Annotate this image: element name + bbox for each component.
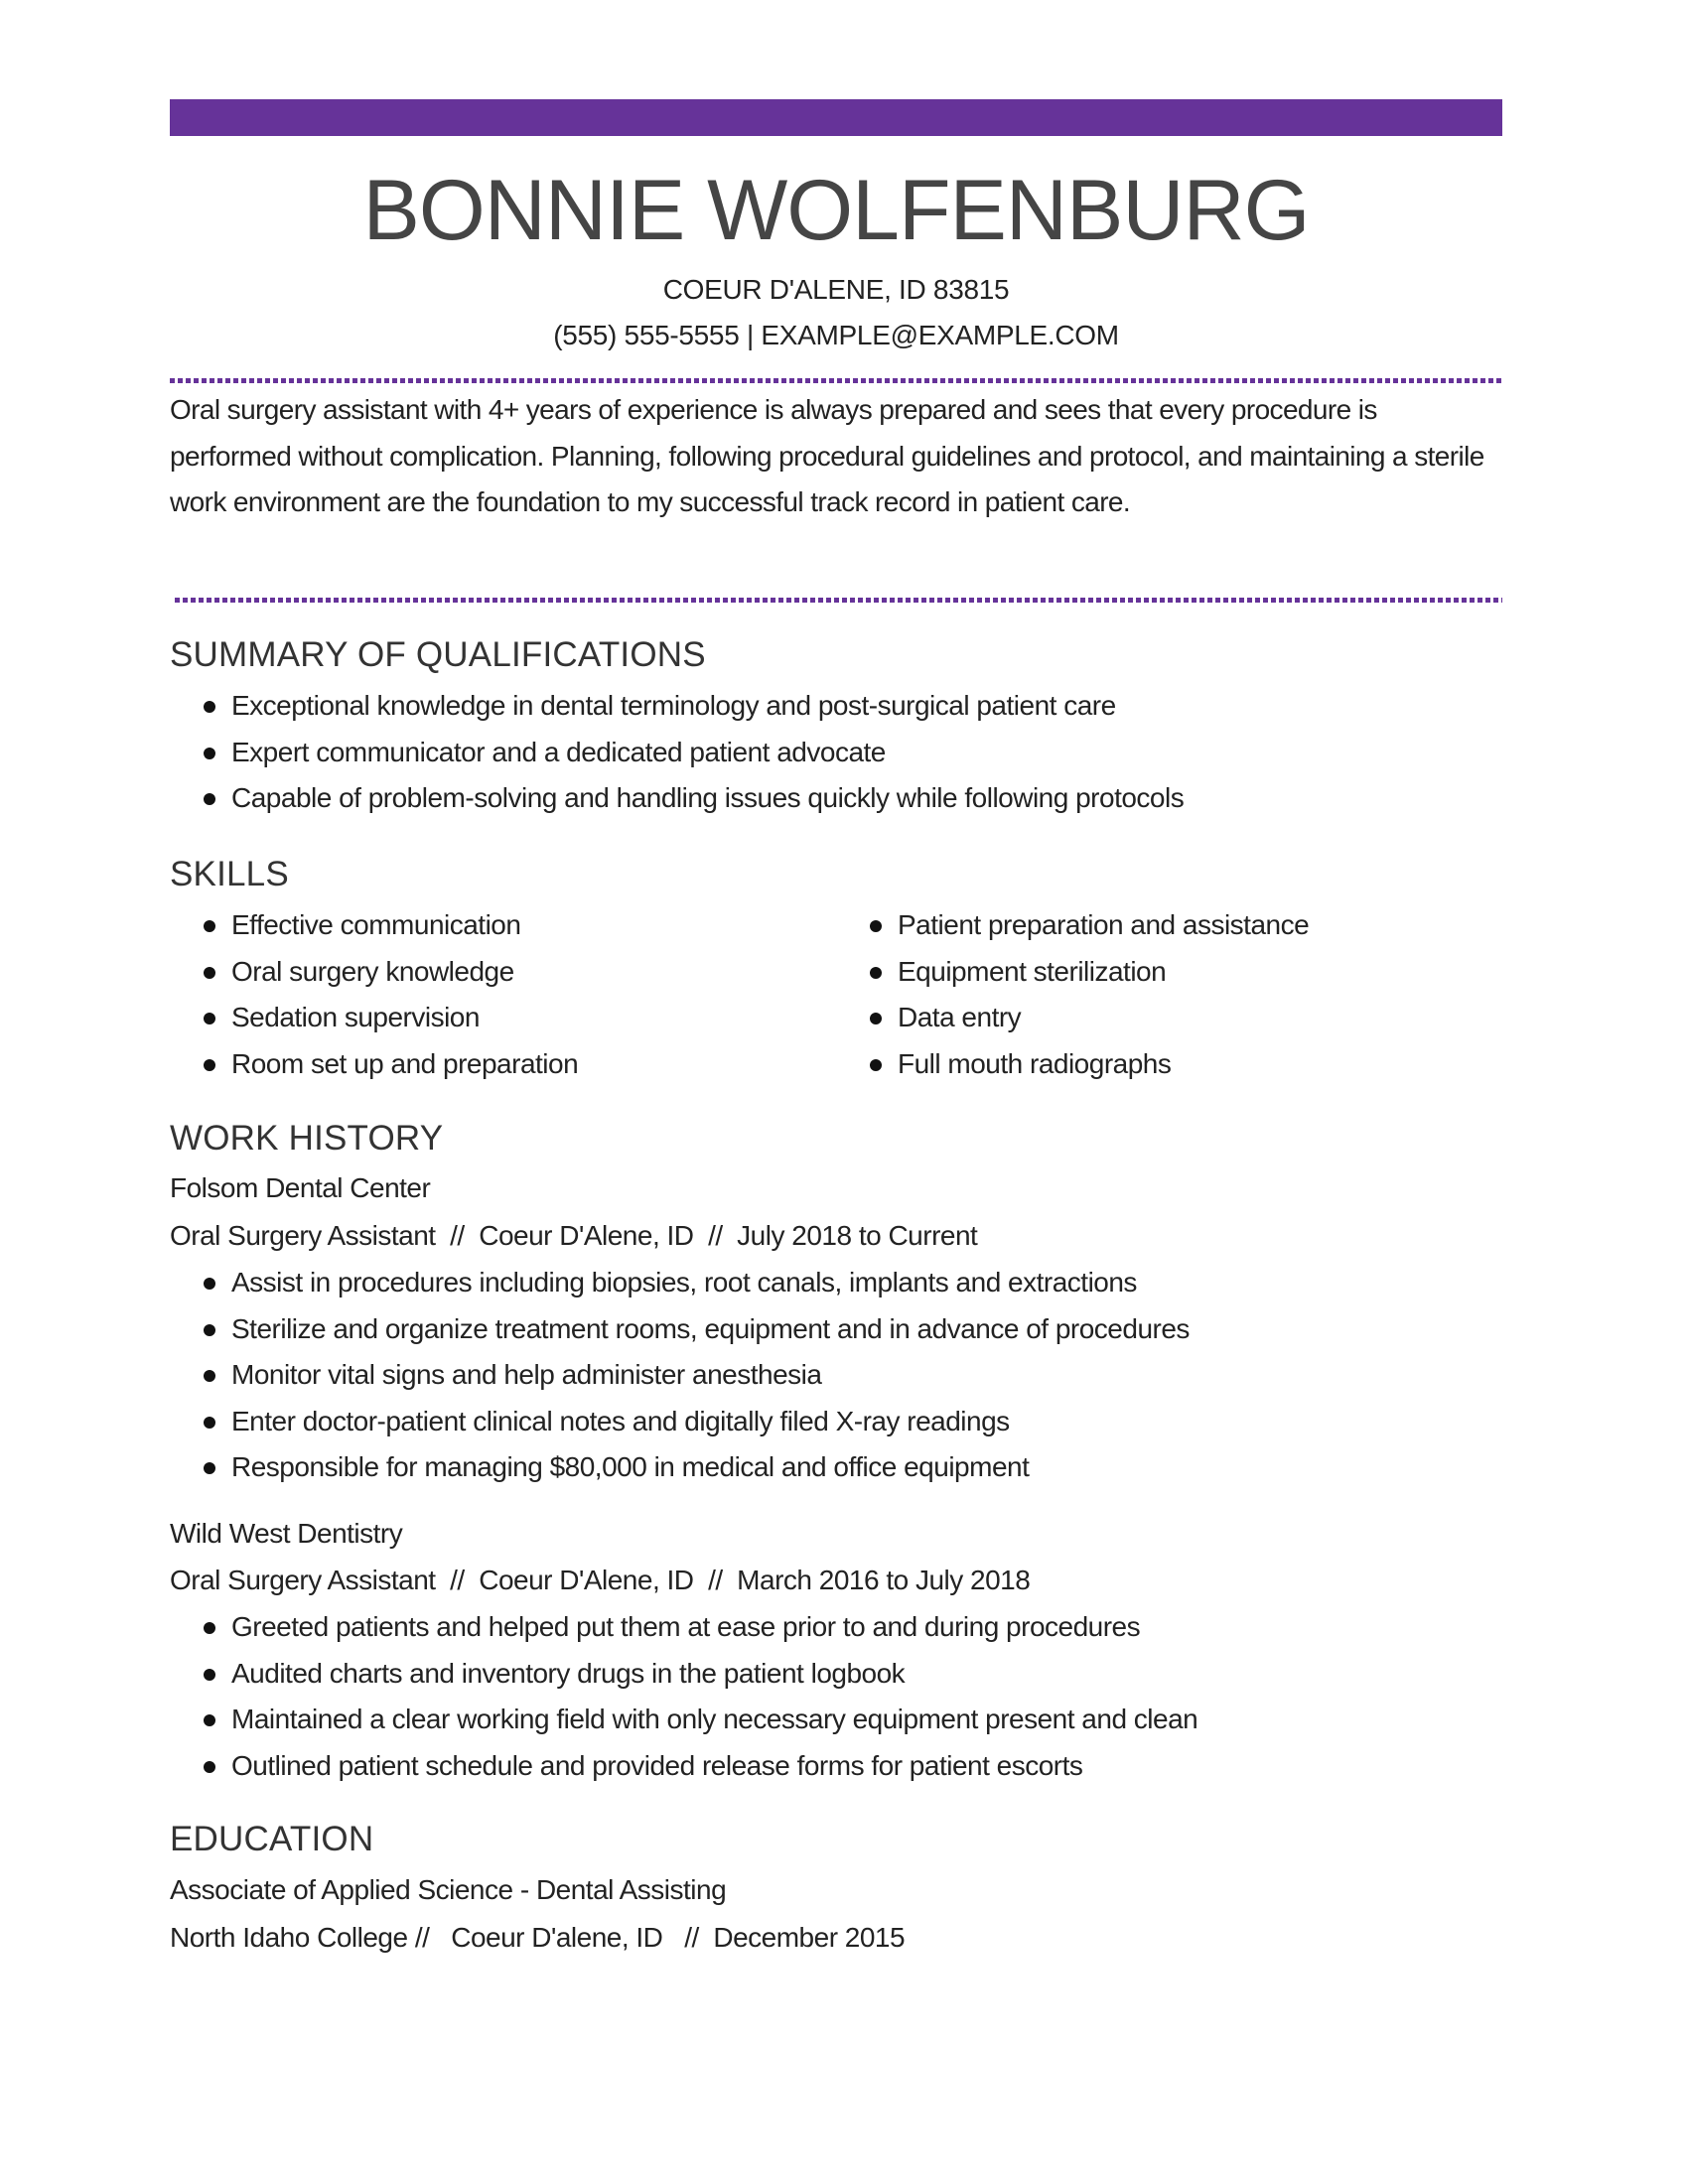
degree: Associate of Applied Science - Dental Assisting — [170, 1874, 727, 1905]
list-item: Assist in procedures including biopsies, root canals, implants and extractions — [170, 1260, 1502, 1306]
bullet-icon — [204, 1462, 215, 1474]
skill-item: Patient preparation and assistance — [836, 902, 1502, 949]
bullet-icon — [870, 1013, 882, 1024]
job-bullets — [170, 1260, 1502, 1491]
bullet-icon — [204, 1278, 215, 1290]
bullet-icon — [204, 920, 215, 932]
header-accent-bar — [170, 99, 1502, 136]
list-item: Expert communicator and a dedicated patient advocate — [170, 730, 1502, 776]
list-item: Monitor vital signs and help administer anesthesia — [170, 1352, 1502, 1399]
bullet-icon — [204, 1669, 215, 1681]
skill-item: Full mouth radiographs — [836, 1041, 1502, 1088]
bullet-icon — [204, 1059, 215, 1071]
bullet-icon — [204, 701, 215, 713]
school-line: North Idaho College // Coeur D'alene, ID // December 2015 — [170, 1922, 906, 1953]
bullet-icon — [870, 920, 882, 932]
bullet-icon — [204, 793, 215, 805]
bullet-icon — [870, 1059, 882, 1071]
skill-item: Data entry — [836, 995, 1502, 1041]
bullet-icon — [204, 1013, 215, 1024]
skills-columns — [170, 902, 1502, 1087]
section-title-education: EDUCATION — [170, 1820, 374, 1858]
divider-bottom — [175, 598, 1502, 603]
bullet-icon — [204, 748, 215, 759]
list-item: Sterilize and organize treatment rooms, equipment and in advance of procedures — [170, 1306, 1502, 1353]
section-title-qualifications: SUMMARY OF QUALIFICATIONS — [170, 635, 706, 674]
list-item: Outlined patient schedule and provided release forms for patient escorts — [170, 1743, 1502, 1790]
phone-email: (555) 555-5555 | EXAMPLE@EXAMPLE.COM — [553, 320, 1119, 350]
bullet-icon — [204, 1370, 215, 1382]
list-item: Audited charts and inventory drugs in the patient logbook — [170, 1651, 1502, 1698]
bullet-icon — [204, 1761, 215, 1773]
candidate-name: BONNIE WOLFENBURG — [362, 163, 1310, 258]
skill-item: Equipment sterilization — [836, 949, 1502, 996]
list-item: Capable of problem-solving and handling issues quickly while following protocols — [170, 775, 1502, 822]
list-item: Greeted patients and helped put them at ease prior to and during procedures — [170, 1604, 1502, 1651]
section-title-work-history: WORK HISTORY — [170, 1119, 444, 1158]
company-name: Folsom Dental Center — [170, 1172, 431, 1203]
bullet-icon — [204, 967, 215, 979]
bullet-icon — [204, 1324, 215, 1336]
list-item: Exceptional knowledge in dental terminology and post-surgical patient care — [170, 683, 1502, 730]
company-name: Wild West Dentistry — [170, 1518, 403, 1549]
job-bullets — [170, 1604, 1502, 1789]
bullet-icon — [204, 1622, 215, 1634]
skill-item: Sedation supervision — [170, 995, 836, 1041]
bullet-icon — [870, 967, 882, 979]
skills-right — [836, 902, 1502, 1087]
skill-item: Oral surgery knowledge — [170, 949, 836, 996]
skill-item: Room set up and preparation — [170, 1041, 836, 1088]
list-item: Maintained a clear working field with only necessary equipment present and clean — [170, 1697, 1502, 1743]
list-item: Responsible for managing $80,000 in medical and office equipment — [170, 1444, 1502, 1491]
section-title-skills: SKILLS — [170, 855, 289, 893]
bullet-icon — [204, 1417, 215, 1429]
skill-item: Effective communication — [170, 902, 836, 949]
address: COEUR D'ALENE, ID 83815 — [662, 274, 1010, 305]
job-role-line: Oral Surgery Assistant // Coeur D'Alene, ID // March 2016 to July 2018 — [170, 1565, 1031, 1595]
qualifications-list — [170, 683, 1502, 822]
professional-summary: Oral surgery assistant with 4+ years of experience is always prepared and sees that every procedure is performed without complication. Planning, following procedural guidelines and protocol, and maintaining a sterile work environment are the foundation to my successful track record in patient care. — [170, 394, 1484, 518]
job-role-line: Oral Surgery Assistant // Coeur D'Alene, ID // July 2018 to Current — [170, 1220, 978, 1251]
skills-left — [170, 902, 836, 1087]
divider-top — [170, 378, 1502, 383]
bullet-icon — [204, 1714, 215, 1726]
list-item: Enter doctor-patient clinical notes and digitally filed X-ray readings — [170, 1399, 1502, 1445]
